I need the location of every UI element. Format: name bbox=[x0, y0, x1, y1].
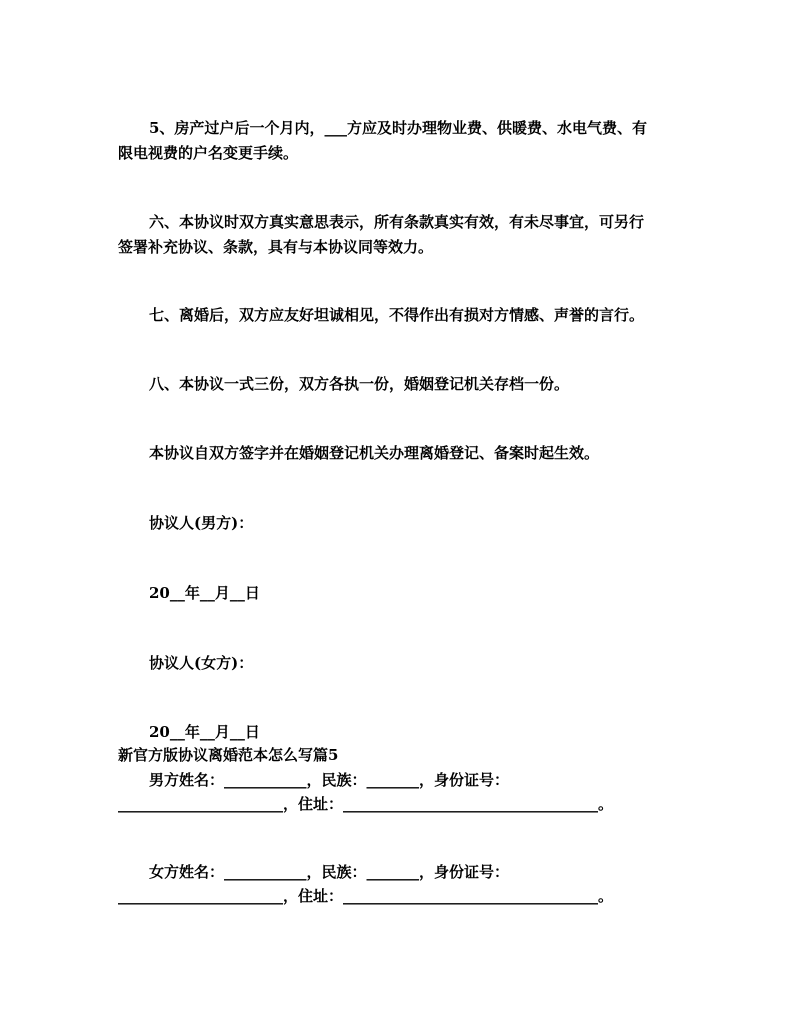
effective-clause: 本协议自双方签字并在婚姻登记机关办理离婚登记、备案时起生效。 bbox=[149, 444, 600, 462]
clause-6-line-2: 签署补充协议、条款，具有与本协议同等效力。 bbox=[118, 238, 434, 256]
female-info-line-2: ______________________，住址：__________________________________。 bbox=[118, 887, 614, 905]
clause-7: 七、离婚后，双方应友好坦诚相见，不得作出有损对方情感、声誉的言行。 bbox=[149, 306, 645, 324]
clause-5-line-1: 5、房产过户后一个月内，___方应及时办理物业费、供暖费、水电气费、有 bbox=[149, 119, 647, 137]
signer-male-label: 协议人(男方)： bbox=[149, 514, 254, 532]
clause-6-line-1: 六、本协议时双方真实意思表示，所有条款真实有效，有未尽事宜，可另行 bbox=[149, 213, 645, 231]
male-info-line-2: ______________________，住址：__________________________________。 bbox=[118, 795, 614, 813]
section-title: 新官方版协议离婚范本怎么写篇5 bbox=[118, 746, 339, 764]
signer-female-label: 协议人(女方)： bbox=[149, 654, 254, 672]
date-line-2: 20__年__月__日 bbox=[149, 723, 260, 741]
female-info-line-1: 女方姓名：___________，民族：_______，身份证号： bbox=[149, 863, 510, 881]
clause-5-line-2: 限电视费的户名变更手续。 bbox=[118, 144, 299, 162]
clause-8: 八、本协议一式三份，双方各执一份，婚姻登记机关存档一份。 bbox=[149, 375, 570, 393]
male-info-line-1: 男方姓名：___________，民族：_______，身份证号： bbox=[149, 771, 510, 789]
date-line-1: 20__年__月__日 bbox=[149, 584, 260, 602]
